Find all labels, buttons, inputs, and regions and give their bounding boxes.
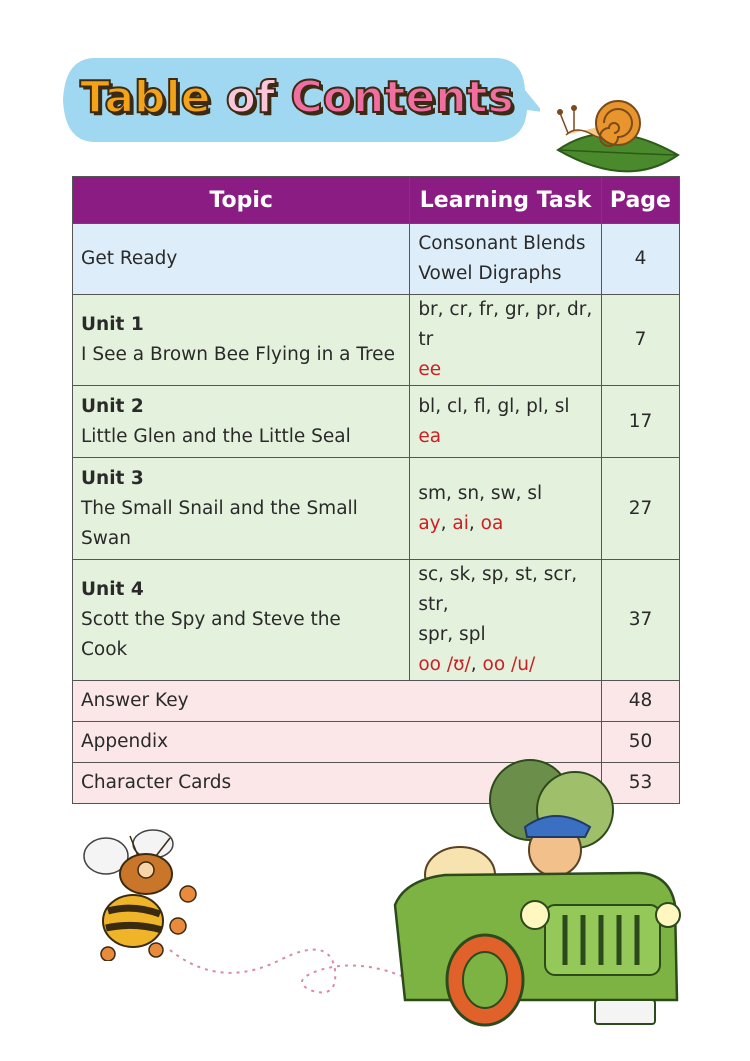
unit-label: Unit 1	[81, 314, 144, 335]
topic-cell	[73, 560, 410, 681]
unit-title: The Small Snail and the Small Swan	[81, 497, 358, 549]
vowel-pattern: oa	[480, 512, 504, 534]
task-cell	[410, 224, 602, 295]
unit-label: Unit 4	[81, 579, 144, 600]
topic-title: Appendix	[73, 722, 602, 763]
unit-title: Little Glen and the Little Seal	[81, 425, 351, 447]
header-learning-task: Learning Task	[410, 177, 602, 224]
page-number: 4	[601, 224, 679, 295]
page-title	[80, 72, 520, 132]
vowel-pattern: ee	[418, 359, 442, 380]
topic-title: Answer Key	[73, 681, 602, 722]
task-line: bl, cl, fl, gl, pl, sl	[418, 395, 570, 417]
task-line: sc, sk, sp, st, scr, str,	[418, 564, 578, 615]
task-line: Vowel Digraphs	[418, 263, 562, 284]
jeep-illustration	[385, 755, 685, 1049]
page-number: 27	[601, 458, 679, 560]
vowel-pattern: ay	[418, 512, 441, 534]
table-row-unit-1[interactable]	[73, 295, 680, 386]
task-line: Consonant Blends	[418, 233, 586, 254]
task-line: br, cr, fr, gr, pr, dr, tr	[418, 299, 593, 350]
vowel-patterns	[418, 509, 593, 539]
unit-label: Unit 2	[81, 395, 144, 417]
task-line: sm, sn, sw, sl	[418, 482, 543, 504]
topic-cell	[73, 295, 410, 386]
table-row-get-ready[interactable]	[73, 224, 680, 295]
vowel-pattern: ea	[418, 425, 442, 447]
topic-title: Get Ready	[81, 248, 178, 269]
page-number: 7	[601, 295, 679, 386]
task-cell	[410, 560, 602, 681]
snail-illustration	[548, 95, 683, 189]
table-header-row	[73, 177, 680, 224]
header-topic: Topic	[73, 177, 410, 224]
vowel-pattern: oo /ʊ/	[418, 654, 471, 675]
page-number: 37	[601, 560, 679, 681]
unit-title: I See a Brown Bee Flying in a Tree	[81, 344, 395, 365]
separator: ,	[468, 512, 481, 534]
contents-table	[72, 176, 680, 804]
task-line: spr, spl	[418, 624, 486, 645]
page-number: 48	[601, 681, 679, 722]
table-row-unit-2[interactable]	[73, 386, 680, 458]
table-row-unit-3[interactable]	[73, 458, 680, 560]
title-word-contents: Contents	[290, 72, 514, 123]
separator: ,	[440, 512, 453, 534]
task-cell	[410, 386, 602, 458]
task-cell	[410, 295, 602, 386]
table-row-unit-4[interactable]	[73, 560, 680, 681]
vowel-pattern: ai	[452, 512, 469, 534]
topic-cell	[73, 224, 410, 295]
separator: ,	[470, 654, 483, 675]
title-word-table: Table	[80, 72, 211, 123]
topic-title: Character Cards	[73, 763, 602, 804]
task-cell	[410, 458, 602, 560]
table-row-answer-key[interactable]	[73, 681, 680, 722]
page-number: 17	[601, 386, 679, 458]
topic-cell	[73, 386, 410, 458]
unit-title: Scott the Spy and Steve the Cook	[81, 609, 341, 660]
vowel-patterns	[418, 650, 593, 680]
topic-cell	[73, 458, 410, 560]
title-word-of: of	[225, 72, 276, 123]
page-number: 53	[601, 763, 679, 804]
unit-label: Unit 3	[81, 467, 144, 489]
page-number: 50	[601, 722, 679, 763]
vowel-pattern: oo /u/	[482, 654, 536, 675]
header-page: Page	[601, 177, 679, 224]
